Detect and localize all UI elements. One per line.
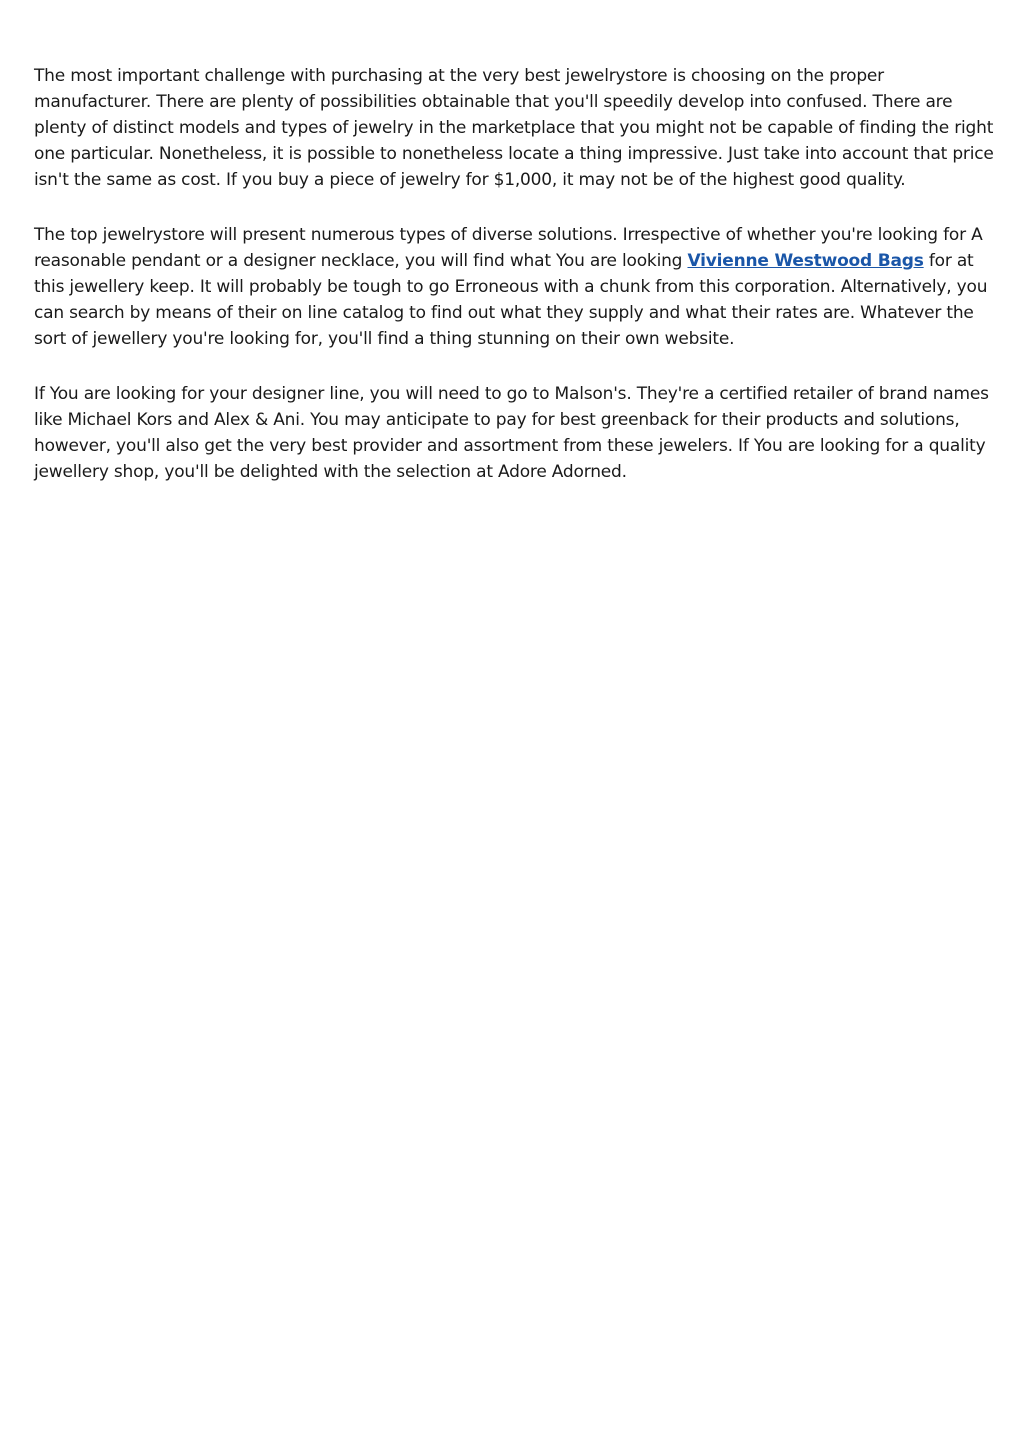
paragraph-1: The most important challenge with purchasing at the very best jewelrystore is choosing on the proper manufacturer. There are plenty of possibilities obtainable that you'll speedily develop into confused. There are plenty of distinct models and types of jewelry in the marketplace that you might not be capable of finding the right one particular. Nonetheless, it is possible to nonetheless locate a thing impressive. Just take into account that price isn't the same as cost. If you buy a piece of jewelry for $1,000, it may not be of the highest good quality. [34,66,994,190]
paragraph-2-text-start: The top jewelrystore will present numerous types of diverse solutions. Irrespective of whether you're looking for A reasonable pendant or a designer necklace, you will find what You are looking [34,225,983,271]
paragraph-2 [34,222,994,352]
paragraph-2-text-end: for at this jewellery keep. It will probably be tough to go Erroneous with a chunk from this corporation. Alternatively, you can search by means of their on line catalog to find out what they supply and what their rates are. Whatever the sort of jewellery you're looking for, you'll find a thing stunning on their own website. [34,251,988,349]
article-body [34,63,994,514]
vivienne-westwood-bags-link[interactable]: Vivienne Westwood Bags [687,251,924,271]
paragraph-3: If You are looking for your designer line, you will need to go to Malson's. They're a certified retailer of brand names like Michael Kors and Alex & Ani. You may anticipate to pay for best greenback for their products and solutions, however, you'll also get the very best provider and assortment from these jewelers. If You are looking for a quality jewellery shop, you'll be delighted with the selection at Adore Adorned. [34,384,989,482]
